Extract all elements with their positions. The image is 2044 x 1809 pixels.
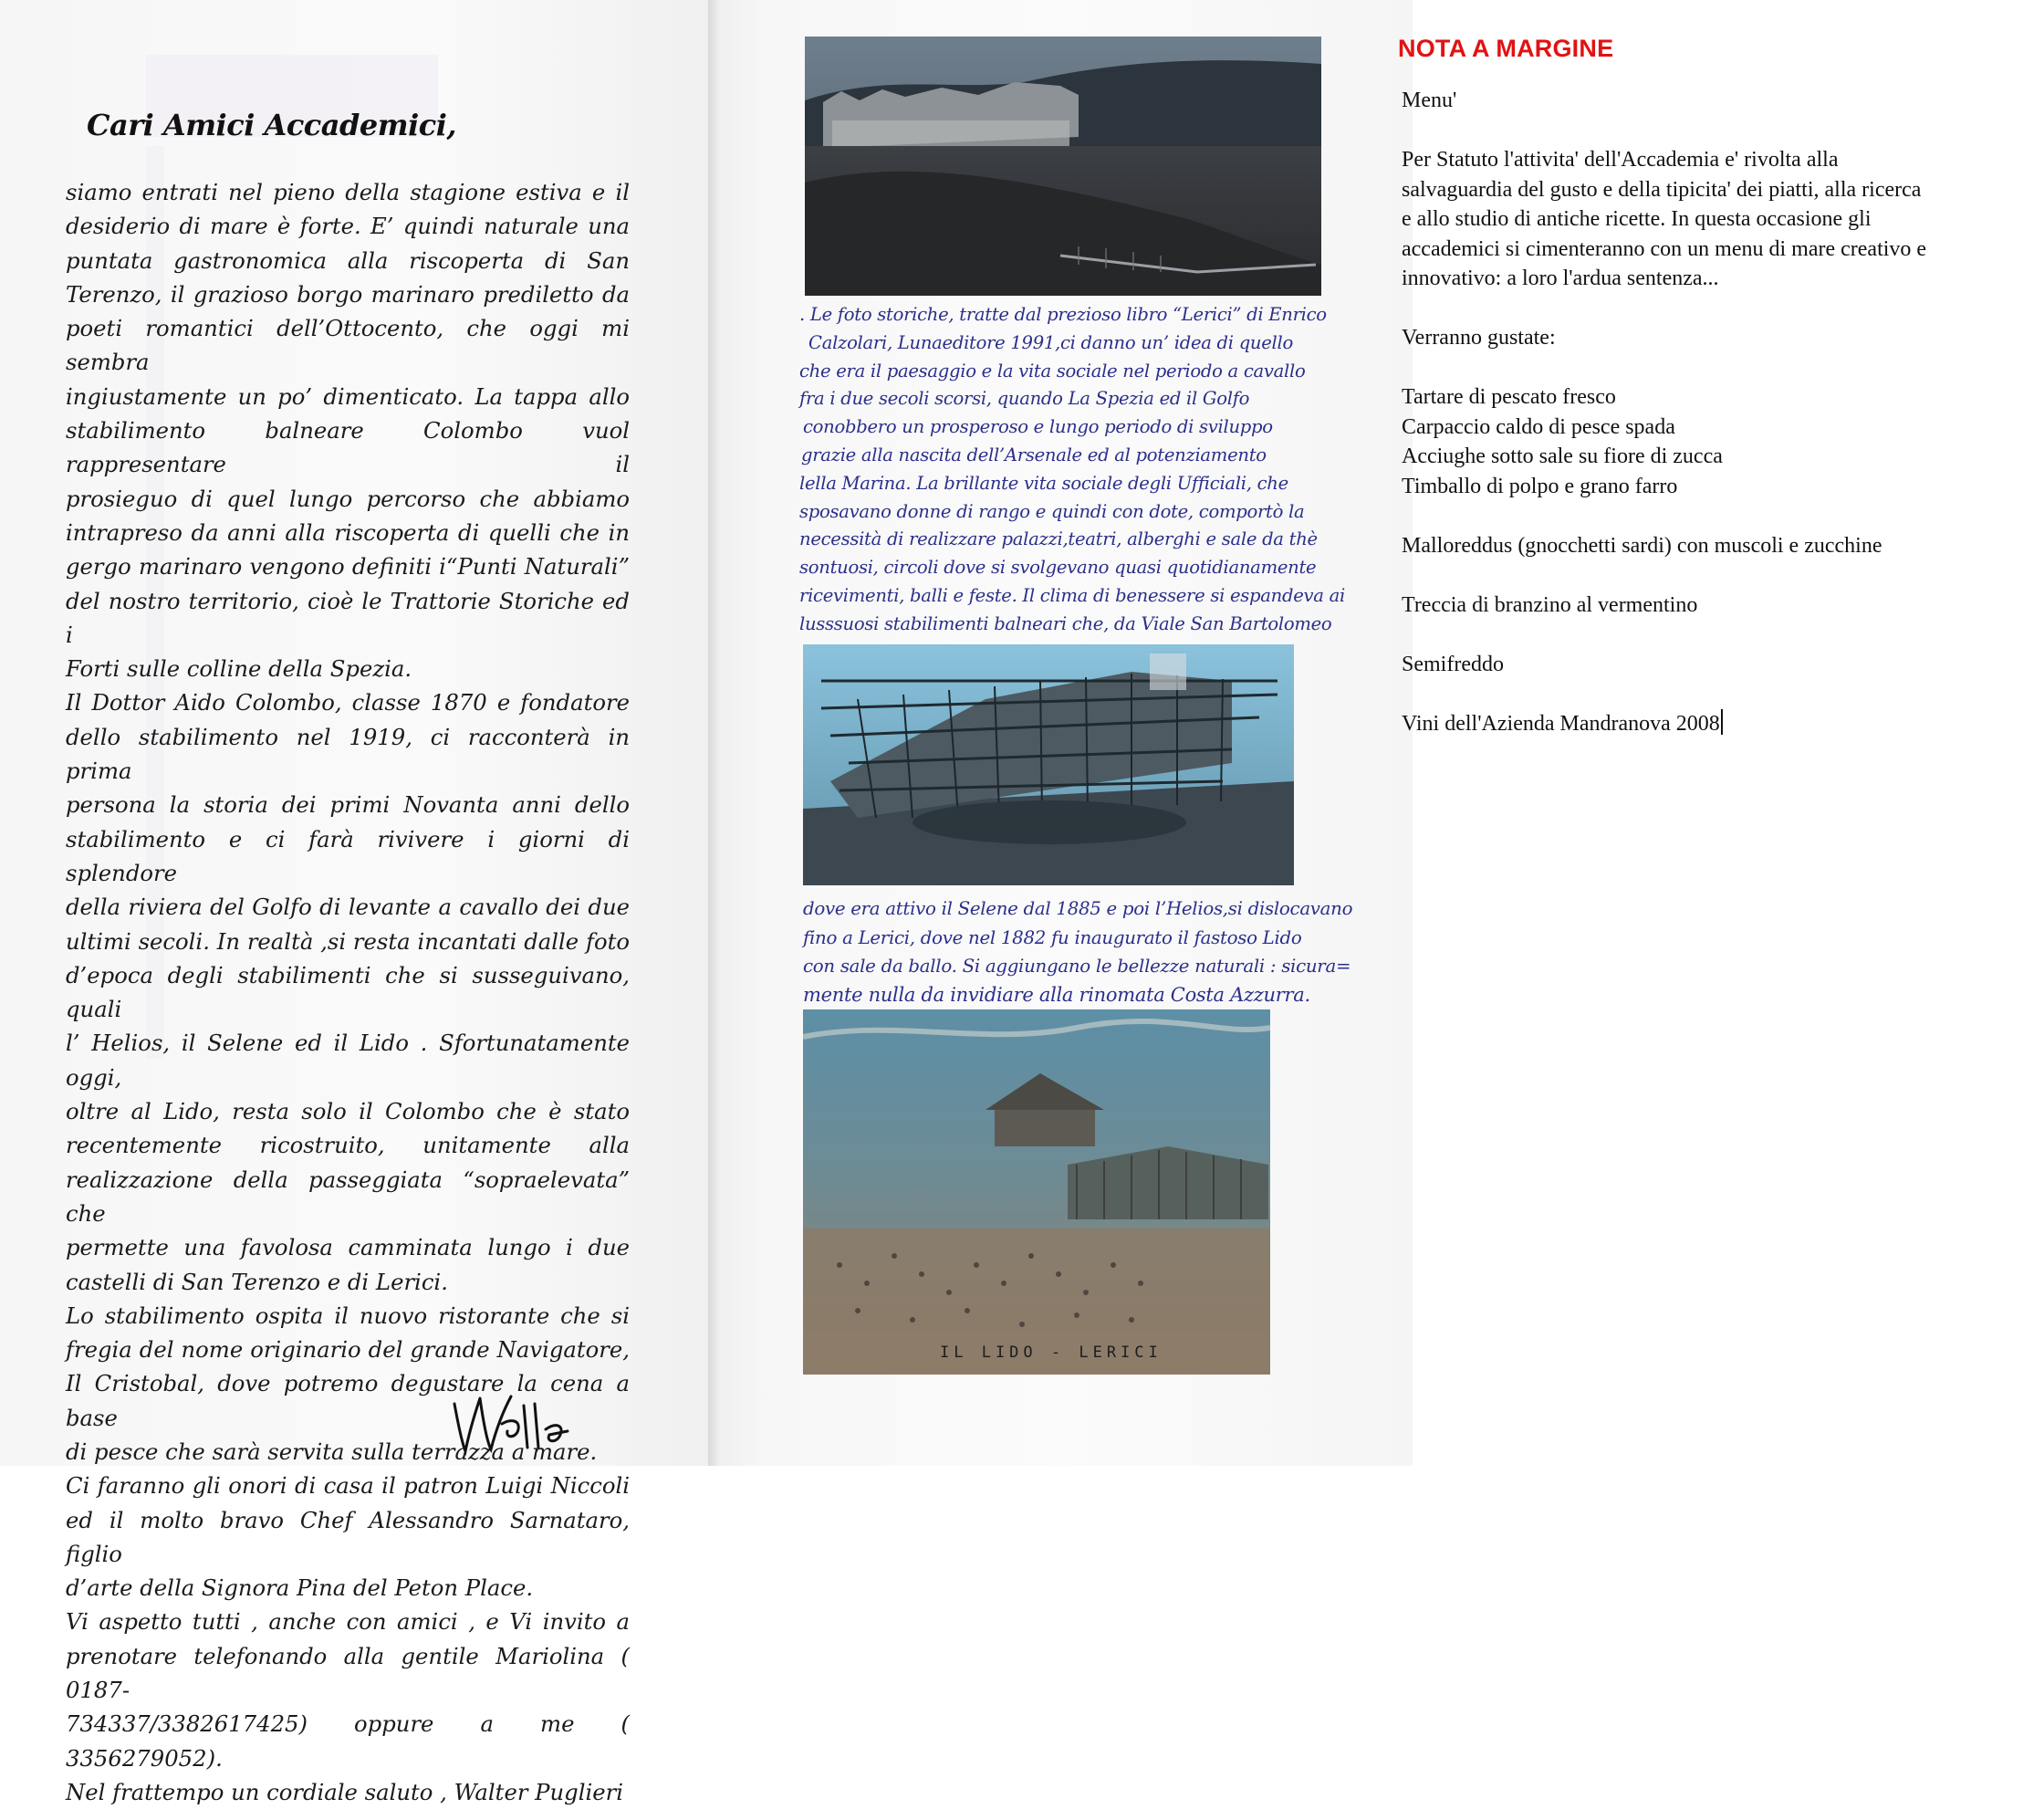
letter-line: puntata gastronomica alla riscoperta di San xyxy=(66,246,630,274)
caption-line: lusssuosi stabilimenti balneari che, da Viale San Bartolomeo xyxy=(799,612,1332,634)
letter-line: siamo entrati nel pieno della stagione estiva e il xyxy=(66,179,630,205)
letter-line: ingiustamente un po’ dimenticato. La tappa allo xyxy=(66,382,630,410)
intro-line: salvaguardia del gusto e della tipicita' dei piatti, alla ricerca xyxy=(1402,177,1922,202)
letter-line: dello stabilimento nel 1919, ci racconterà in prima xyxy=(66,723,630,785)
letter-line: stabilimento balneare Colombo vuol rappresentare il xyxy=(66,417,630,478)
historic-photo-harbour xyxy=(805,37,1321,296)
letter-line: poeti romantici dell’Ottocento, che oggi mi sembra xyxy=(66,315,630,376)
letter-line: Vi aspetto tutti , anche con amici , e Vi invito a xyxy=(66,1608,630,1636)
caption-line: con sale da ballo. Si aggiungano le bellezze naturali : sicura= xyxy=(803,956,1351,977)
caption-line: fino a Lerici, dove nel 1882 fu inaugurato il fastoso Lido xyxy=(803,926,1302,948)
note-title: NOTA A MARGINE xyxy=(1398,35,1614,62)
menu-item: Carpaccio caldo di pesce spada xyxy=(1402,414,1675,439)
menu-item: Timballo di polpo e grano farro xyxy=(1402,474,1678,498)
letter-line: Il Dottor Aido Colombo, classe 1870 e fondatore xyxy=(66,689,630,716)
caption-line: mente nulla da invidiare alla rinomata Costa Azzurra. xyxy=(803,983,1310,1006)
intro-line: e allo studio di antiche ricette. In questa occasione gli xyxy=(1402,207,1872,231)
letter-line: Forti sulle colline della Spezia. xyxy=(66,655,412,683)
letter-line: permette una favolosa camminata lungo i due xyxy=(66,1234,630,1261)
letter-line: prosieguo di quel lungo percorso che abbiamo xyxy=(66,485,630,512)
intro-line: Per Statuto l'attivita' dell'Accademia e' rivolta alla xyxy=(1402,148,1839,172)
caption-line: conobbero un prosperoso e lungo periodo di sviluppo xyxy=(803,416,1273,438)
letter-line: recentemente ricostruito, unitamente alla xyxy=(66,1132,630,1159)
letter-line: fregia del nome originario del grande Navigatore, xyxy=(66,1336,630,1364)
letter-line: prenotare telefonando alla gentile Mariolina ( 0187- xyxy=(66,1642,630,1704)
caption-line: che era il paesaggio e la vita sociale nel periodo a cavallo xyxy=(799,360,1306,382)
menu-item: Tartare di pescato fresco xyxy=(1402,385,1616,409)
caption-line: ricevimenti, balli e feste. Il clima di benessere si espandeva ai xyxy=(799,584,1345,606)
letter-page xyxy=(0,0,708,1805)
letter-line: l’ Helios, il Selene ed il Lido . Sfortunatamente oggi, xyxy=(66,1030,630,1091)
note-content[interactable] xyxy=(1402,86,2031,738)
letter-line: stabilimento e ci farà rivivere i giorni di splendore xyxy=(66,825,630,886)
menu-item: Malloreddus (gnocchetti sardi) con muscoli e zucchine xyxy=(1402,533,1882,558)
letter-line: Terenzo, il grazioso borgo marinaro prediletto da xyxy=(66,280,630,308)
caption-line: sposavano donne di rango e quindi con dote, comportò la xyxy=(799,500,1305,522)
letter-line: realizzazione della passeggiata “sopraelevata” che xyxy=(66,1166,630,1227)
letter-line: d’arte della Signora Pina del Peton Place. xyxy=(66,1574,534,1602)
caption-line: grazie alla nascita dell’Arsenale ed al potenziamento xyxy=(801,444,1267,465)
letter-line: Lo stabilimento ospita il nuovo ristorante che si xyxy=(66,1302,630,1329)
letter-line: castelli di San Terenzo e di Lerici. xyxy=(66,1268,448,1295)
caption-line: sontuosi, circoli dove si svolgevano quasi quotidianamente xyxy=(799,557,1317,579)
menu-heading: Menu' xyxy=(1402,89,1457,112)
photo-page xyxy=(708,0,1413,1466)
letter-line: Nel frattempo un cordiale saluto , Walter Puglieri xyxy=(66,1778,624,1805)
caption-line: Calzolari, Lunaeditore 1991,ci danno un’ idea di quello xyxy=(808,331,1293,353)
letter-line: di pesce che sarà servita sulla terrazza a mare. xyxy=(66,1438,598,1465)
handwritten-signature xyxy=(447,1378,575,1460)
letter-line: Ci faranno gli onori di casa il patron Luigi Niccoli xyxy=(66,1472,630,1500)
historic-photo-pier xyxy=(803,644,1294,885)
photo-label: IL LIDO - LERICI xyxy=(940,1344,1163,1362)
letter-line: 734337/3382617425) oppure a me ( 3356279052). xyxy=(66,1710,630,1772)
letter-line: persona la storia dei primi Novanta anni dello xyxy=(66,791,630,819)
letter-line: d’epoca degli stabilimenti che si susseguivano, quali xyxy=(66,961,630,1023)
letter-salutation: Cari Amici Accademici, xyxy=(87,108,457,142)
letter-line: ed il molto bravo Chef Alessandro Sarnataro, figlio xyxy=(66,1506,630,1567)
menu-item: Acciughe sotto sale su fiore di zucca xyxy=(1402,444,1723,468)
text-cursor xyxy=(1721,709,1723,735)
intro-line: accademici si cimenteranno con un menu di mare creativo e xyxy=(1402,236,1927,261)
intro-line: innovativo: a loro l'ardua sentenza... xyxy=(1402,267,1719,290)
caption-line: fra i due secoli scorsi, quando La Spezia ed il Golfo xyxy=(799,388,1250,410)
page-fold xyxy=(708,0,721,1466)
menu-item: Treccia di branzino al vermentino xyxy=(1402,592,1698,617)
letter-line: della riviera del Golfo di levante a cavallo dei due xyxy=(66,894,630,921)
side-note xyxy=(1398,35,2037,736)
letter-line: intrapreso da anni alla riscoperta di quelli che in xyxy=(66,518,630,546)
letter-line: gergo marinaro vengono definiti i“Punti Naturali” xyxy=(66,553,630,580)
photo-caption-1 xyxy=(799,301,1345,639)
historic-photo-lido xyxy=(803,1009,1270,1375)
caption-line: . Le foto storiche, tratte dal prezioso libro “Lerici” di Enrico xyxy=(799,304,1327,325)
menu-item: Semifreddo xyxy=(1402,652,1504,676)
letter-line: oltre al Lido, resta solo il Colombo che è stato xyxy=(66,1098,630,1125)
letter-line: desiderio di mare è forte. E’ quindi naturale una xyxy=(66,213,630,240)
letter-body xyxy=(66,175,630,1809)
letter-line: Il Cristobal, dove potremo degustare la cena a base xyxy=(66,1370,630,1431)
verranno-gustate: Verranno gustate: xyxy=(1402,326,1556,350)
menu-item-wines: Vini dell'Azienda Mandranova 2008 xyxy=(1402,709,2031,739)
caption-line: lella Marina. La brillante vita sociale degli Ufficiali, che xyxy=(799,472,1288,494)
photo-caption-2 xyxy=(803,894,1352,1009)
letter-line: del nostro territorio, cioè le Trattorie Storiche ed i xyxy=(66,587,630,648)
letter-line: ultimi secoli. In realtà ,si resta incantati dalle foto xyxy=(66,927,630,955)
caption-line: dove era attivo il Selene dal 1885 e poi l’Helios,si dislocavano xyxy=(803,898,1353,919)
caption-line: necessità di realizzare palazzi,teatri, alberghi e sale da thè xyxy=(799,528,1318,550)
